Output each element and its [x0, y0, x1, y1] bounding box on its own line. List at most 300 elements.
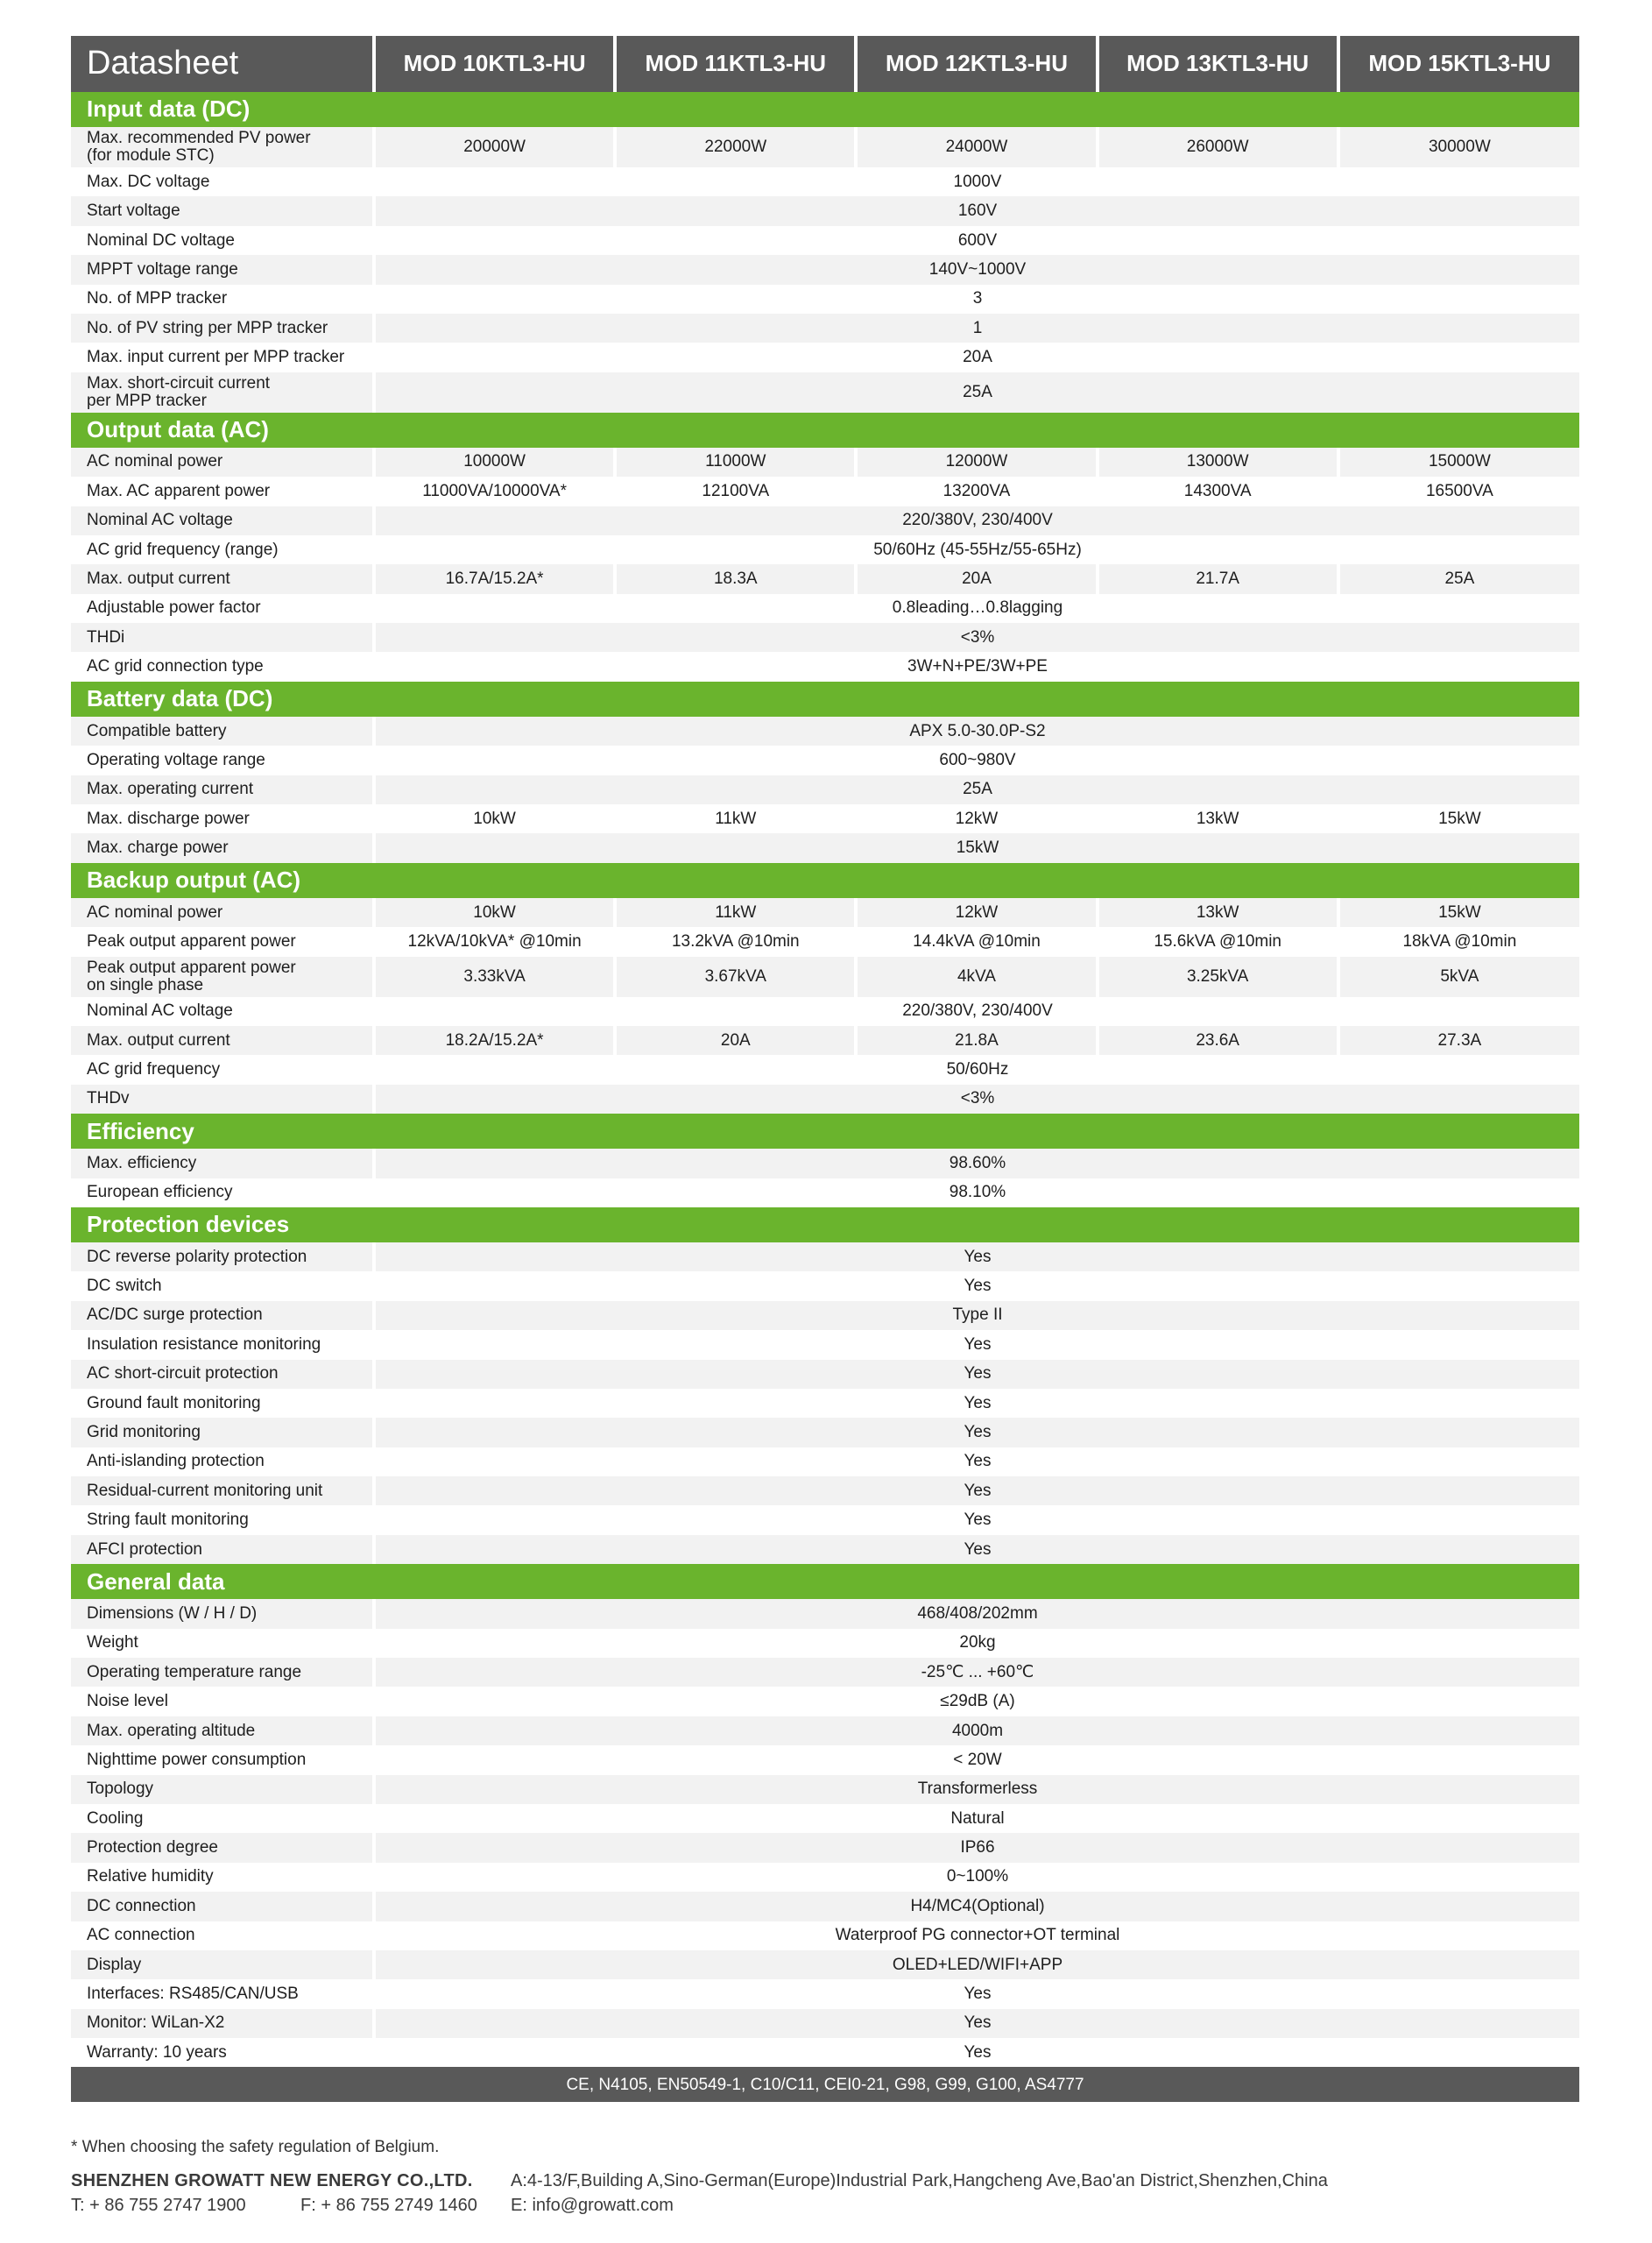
spec-label: [71, 997, 374, 1026]
spec-row: [71, 127, 1579, 167]
spec-value: 22000W: [615, 127, 856, 167]
section-title: Output data (AC): [71, 413, 1579, 448]
section-header-general-data: [71, 1564, 1579, 1599]
spec-value: 3.25kVA: [1098, 957, 1338, 997]
spec-label-line: Nighttime power consumption: [87, 1750, 307, 1769]
spec-label: [71, 167, 374, 196]
spec-label-line: Grid monitoring: [87, 1423, 201, 1441]
phone-number: T: + 86 755 2747 1900: [71, 2196, 246, 2215]
spec-label-line: Max. output current: [87, 1030, 230, 1050]
spec-value: 15kW: [1338, 898, 1579, 927]
spec-value: <3%: [374, 623, 1579, 652]
spec-row: [71, 746, 1579, 775]
spec-row: [71, 1687, 1579, 1716]
spec-label-line: Warranty: 10 years: [87, 2042, 227, 2062]
spec-label: [71, 1804, 374, 1833]
section-header-efficiency: [71, 1114, 1579, 1149]
spec-label: [71, 1055, 374, 1084]
spec-value: -25℃ ... +60℃: [374, 1658, 1579, 1687]
spec-row: [71, 255, 1579, 284]
model-header: MOD 10KTL3-HU: [374, 36, 615, 92]
spec-value: 600~980V: [374, 746, 1579, 775]
spec-label-line: Nominal DC voltage: [87, 230, 235, 250]
spec-label-line: Max. efficiency: [87, 1153, 197, 1172]
spec-row: [71, 1149, 1579, 1178]
section-header-protection-devices: [71, 1207, 1579, 1242]
spec-label: [71, 285, 374, 314]
spec-value: Yes: [374, 2038, 1579, 2067]
spec-label-line: Max. discharge power: [87, 809, 250, 828]
spec-value: Yes: [374, 1979, 1579, 2008]
spec-label-line: Peak output apparent power: [87, 958, 296, 977]
spec-row: [71, 2009, 1579, 2038]
spec-value: 15.6kVA @10min: [1098, 927, 1338, 956]
spec-label: [71, 226, 374, 255]
spec-row: [71, 1178, 1579, 1207]
spec-row: [71, 1745, 1579, 1774]
certification-list: CE, N4105, EN50549-1, C10/C11, CEI0-21, G98, G99, G100, AS4777: [71, 2067, 1579, 2102]
spec-label: [71, 196, 374, 225]
spec-value: Yes: [374, 1418, 1579, 1447]
spec-label: [71, 372, 374, 413]
section-title: General data: [71, 1564, 1579, 1599]
section-title: Input data (DC): [71, 92, 1579, 127]
spec-row: [71, 1629, 1579, 1658]
spec-value: Yes: [374, 1535, 1579, 1564]
spec-value: 3W+N+PE/3W+PE: [374, 652, 1579, 681]
spec-label-line: Protection degree: [87, 1838, 218, 1857]
spec-label-line: String fault monitoring: [87, 1511, 249, 1530]
spec-row: [71, 1242, 1579, 1271]
spec-label-line: AC grid frequency: [87, 1060, 221, 1079]
spec-value: 25A: [1338, 564, 1579, 593]
spec-row: [71, 997, 1579, 1026]
spec-row: [71, 167, 1579, 196]
spec-label-line: DC reverse polarity protection: [87, 1247, 307, 1266]
spec-value: 18kVA @10min: [1338, 927, 1579, 956]
spec-row: [71, 957, 1579, 997]
spec-value: 4kVA: [856, 957, 1097, 997]
spec-label-line: Nominal AC voltage: [87, 511, 233, 530]
spec-label: [71, 1242, 374, 1271]
spec-label: [71, 594, 374, 623]
spec-label: [71, 717, 374, 746]
spec-row: [71, 1804, 1579, 1833]
spec-label: [71, 833, 374, 862]
spec-row: [71, 833, 1579, 862]
spec-body: [71, 92, 1579, 2067]
spec-value: 15kW: [374, 833, 1579, 862]
spec-label-line: DC connection: [87, 1896, 196, 1915]
spec-value: 12kW: [856, 898, 1097, 927]
spec-label-line: DC switch: [87, 1277, 162, 1296]
spec-row: [71, 775, 1579, 804]
spec-value: 4000m: [374, 1716, 1579, 1745]
spec-row: [71, 285, 1579, 314]
spec-row: [71, 477, 1579, 506]
spec-label-line: Ground fault monitoring: [87, 1393, 261, 1412]
spec-value: 16.7A/15.2A*: [374, 564, 615, 593]
spec-label: [71, 127, 374, 167]
spec-value: 12kW: [856, 804, 1097, 833]
spec-value: Yes: [374, 1476, 1579, 1505]
spec-row: [71, 1599, 1579, 1628]
spec-label-line: Cooling: [87, 1808, 144, 1828]
spec-value: 1000V: [374, 167, 1579, 196]
spec-value: 20A: [615, 1026, 856, 1055]
spec-label: [71, 564, 374, 593]
spec-value: 98.60%: [374, 1149, 1579, 1178]
spec-row: [71, 1716, 1579, 1745]
spec-value: 23.6A: [1098, 1026, 1338, 1055]
spec-label-line: Max. input current per MPP tracker: [87, 348, 345, 367]
spec-label: [71, 1629, 374, 1658]
spec-row: [71, 1271, 1579, 1300]
spec-value: 15000W: [1338, 448, 1579, 477]
footnote: * When choosing the safety regulation of Belgium.: [71, 2138, 440, 2156]
spec-label: [71, 1389, 374, 1418]
spec-value: APX 5.0-30.0P-S2: [374, 717, 1579, 746]
spec-value: 14.4kVA @10min: [856, 927, 1097, 956]
spec-label-line: Start voltage: [87, 202, 180, 221]
spec-label: [71, 1418, 374, 1447]
spec-label: [71, 898, 374, 927]
spec-value: 5kVA: [1338, 957, 1579, 997]
spec-label-line: AC nominal power: [87, 902, 223, 922]
spec-value: Yes: [374, 1505, 1579, 1534]
spec-row: [71, 1360, 1579, 1389]
spec-label: [71, 1950, 374, 1979]
spec-row: [71, 448, 1579, 477]
spec-label: [71, 957, 374, 997]
spec-value: 220/380V, 230/400V: [374, 506, 1579, 535]
spec-label: [71, 1745, 374, 1774]
spec-row: [71, 314, 1579, 343]
fax-number: F: + 86 755 2749 1460: [300, 2196, 477, 2215]
spec-value: 20000W: [374, 127, 615, 167]
spec-label-line: Max. AC apparent power: [87, 481, 271, 500]
section-title: Battery data (DC): [71, 682, 1579, 717]
spec-label-line: Noise level: [87, 1692, 168, 1711]
spec-label: [71, 1535, 374, 1564]
spec-row: [71, 1535, 1579, 1564]
spec-value: 12100VA: [615, 477, 856, 506]
spec-label: [71, 1775, 374, 1804]
spec-row: [71, 196, 1579, 225]
spec-value: <3%: [374, 1085, 1579, 1114]
spec-label: [71, 1979, 374, 2008]
spec-label-line: Residual-current monitoring unit: [87, 1481, 323, 1500]
spec-label: [71, 1658, 374, 1687]
spec-value: 20A: [374, 343, 1579, 371]
spec-row: [71, 1505, 1579, 1534]
spec-label-line: Monitor: WiLan-X2: [87, 2013, 225, 2033]
header-row: [71, 36, 1579, 92]
model-header: MOD 15KTL3-HU: [1338, 36, 1579, 92]
spec-label: [71, 1149, 374, 1178]
company-name: SHENZHEN GROWATT NEW ENERGY CO.,LTD.: [71, 2171, 473, 2190]
spec-value: 13kW: [1098, 898, 1338, 927]
spec-value: 13000W: [1098, 448, 1338, 477]
spec-value: < 20W: [374, 1745, 1579, 1774]
spec-row: [71, 927, 1579, 956]
spec-value: 50/60Hz: [374, 1055, 1579, 1084]
spec-label-line: Max. recommended PV power: [87, 129, 311, 148]
spec-label-line: Max. short-circuit current: [87, 373, 271, 393]
model-header: MOD 13KTL3-HU: [1098, 36, 1338, 92]
spec-value: 50/60Hz (45-55Hz/55-65Hz): [374, 535, 1579, 564]
spec-row: [71, 717, 1579, 746]
spec-value: Yes: [374, 1330, 1579, 1359]
spec-label: [71, 804, 374, 833]
spec-row: [71, 1833, 1579, 1862]
spec-value: 30000W: [1338, 127, 1579, 167]
spec-label-line: AC nominal power: [87, 452, 223, 471]
spec-label: [71, 1599, 374, 1628]
spec-value: 13kW: [1098, 804, 1338, 833]
spec-row: [71, 1775, 1579, 1804]
spec-value: 12000W: [856, 448, 1097, 477]
certification-row: [71, 2067, 1579, 2102]
spec-value: 160V: [374, 196, 1579, 225]
spec-value: 20A: [856, 564, 1097, 593]
spec-label: [71, 1301, 374, 1330]
spec-value: 140V~1000V: [374, 255, 1579, 284]
spec-value: 11kW: [615, 898, 856, 927]
spec-label-line: AFCI protection: [87, 1539, 202, 1559]
spec-value: 11000W: [615, 448, 856, 477]
spec-row: [71, 1447, 1579, 1476]
spec-label: [71, 1447, 374, 1476]
spec-row: [71, 1330, 1579, 1359]
spec-value: 13200VA: [856, 477, 1097, 506]
spec-row: [71, 506, 1579, 535]
spec-label-line: Topology: [87, 1780, 154, 1799]
spec-value: OLED+LED/WIFI+APP: [374, 1950, 1579, 1979]
spec-value: 18.2A/15.2A*: [374, 1026, 615, 1055]
spec-value: 15kW: [1338, 804, 1579, 833]
spec-row: [71, 1979, 1579, 2008]
section-title: Efficiency: [71, 1114, 1579, 1149]
spec-value: 600V: [374, 226, 1579, 255]
spec-label: [71, 1921, 374, 1950]
model-header: MOD 11KTL3-HU: [615, 36, 856, 92]
spec-value: 14300VA: [1098, 477, 1338, 506]
spec-value: 220/380V, 230/400V: [374, 997, 1579, 1026]
spec-label: [71, 1476, 374, 1505]
model-header: MOD 12KTL3-HU: [856, 36, 1097, 92]
spec-row: [71, 1658, 1579, 1687]
spec-label-line: Dimensions (W / H / D): [87, 1603, 258, 1623]
spec-value: 468/408/202mm: [374, 1599, 1579, 1628]
spec-value: Yes: [374, 2009, 1579, 2038]
spec-label-line: Max. operating current: [87, 780, 254, 799]
spec-row: [71, 1418, 1579, 1447]
spec-label-line: Anti-islanding protection: [87, 1452, 265, 1471]
spec-value: Yes: [374, 1447, 1579, 1476]
spec-row: [71, 1389, 1579, 1418]
spec-row: [71, 2038, 1579, 2067]
spec-label-line: Display: [87, 1955, 142, 1974]
section-header-backup-output-ac: [71, 863, 1579, 898]
spec-label: [71, 1360, 374, 1389]
spec-label: [71, 1863, 374, 1892]
spec-label-line: AC grid frequency (range): [87, 540, 279, 559]
spec-label: [71, 1687, 374, 1716]
spec-value: Yes: [374, 1271, 1579, 1300]
spec-value: 0.8leading…0.8lagging: [374, 594, 1579, 623]
spec-label-line: Weight: [87, 1633, 138, 1652]
spec-value: 10kW: [374, 898, 615, 927]
company-address: A:4-13/F,Building A,Sino-German(Europe)Industrial Park,Hangcheng Ave,Bao'an District,Shenzhen,China: [511, 2171, 1328, 2190]
spec-row: [71, 1301, 1579, 1330]
spec-value: 98.10%: [374, 1178, 1579, 1207]
datasheet: [71, 36, 1579, 2102]
spec-value: 1: [374, 314, 1579, 343]
spec-value: 10000W: [374, 448, 615, 477]
spec-label: [71, 1178, 374, 1207]
email-address: E: info@growatt.com: [511, 2196, 674, 2215]
spec-value: 25A: [374, 775, 1579, 804]
spec-label-line: THDv: [87, 1089, 130, 1108]
spec-row: [71, 1476, 1579, 1505]
spec-value: Yes: [374, 1389, 1579, 1418]
spec-label-line: Compatible battery: [87, 721, 227, 740]
spec-label-line: Max. DC voltage: [87, 172, 210, 191]
spec-row: [71, 1921, 1579, 1950]
section-header-output-data-ac: [71, 413, 1579, 448]
section-header-input-data-dc: [71, 92, 1579, 127]
spec-label-line: Max. charge power: [87, 838, 229, 858]
spec-value: IP66: [374, 1833, 1579, 1862]
spec-label: [71, 623, 374, 652]
spec-label: [71, 535, 374, 564]
spec-label: [71, 1892, 374, 1921]
spec-value: 10kW: [374, 804, 615, 833]
spec-label-line: Operating temperature range: [87, 1662, 302, 1681]
spec-label: [71, 1271, 374, 1300]
spec-label-line: Operating voltage range: [87, 750, 265, 769]
spec-label-line: European efficiency: [87, 1183, 233, 1202]
spec-label-line: Nominal AC voltage: [87, 1001, 233, 1021]
spec-label: [71, 927, 374, 956]
spec-value: 12kVA/10kVA* @10min: [374, 927, 615, 956]
spec-value: 13.2kVA @10min: [615, 927, 856, 956]
spec-label: [71, 1716, 374, 1745]
spec-label-line: Adjustable power factor: [87, 598, 261, 618]
spec-label: [71, 652, 374, 681]
spec-label: [71, 2009, 374, 2038]
spec-value: 26000W: [1098, 127, 1338, 167]
spec-value: 25A: [374, 372, 1579, 413]
spec-value: Yes: [374, 1360, 1579, 1389]
spec-value: Waterproof PG connector+OT terminal: [374, 1921, 1579, 1950]
spec-row: [71, 372, 1579, 413]
spec-row: [71, 226, 1579, 255]
spec-label-line: AC short-circuit protection: [87, 1364, 279, 1383]
spec-row: [71, 343, 1579, 371]
spec-label-line: on single phase: [87, 975, 204, 994]
spec-value: Transformerless: [374, 1775, 1579, 1804]
spec-row: [71, 564, 1579, 593]
spec-value: 24000W: [856, 127, 1097, 167]
spec-value: 21.8A: [856, 1026, 1097, 1055]
spec-row: [71, 1055, 1579, 1084]
spec-label-line: THDi: [87, 627, 125, 647]
spec-label-line: No. of PV string per MPP tracker: [87, 318, 328, 337]
spec-row: [71, 594, 1579, 623]
spec-value: 27.3A: [1338, 1026, 1579, 1055]
spec-row: [71, 623, 1579, 652]
spec-value: 11kW: [615, 804, 856, 833]
spec-label-line: Relative humidity: [87, 1867, 214, 1886]
spec-label: [71, 448, 374, 477]
datasheet-title: Datasheet: [87, 45, 239, 82]
spec-label: [71, 1026, 374, 1055]
spec-label: [71, 1505, 374, 1534]
spec-label-line: AC/DC surge protection: [87, 1305, 263, 1325]
section-title: Protection devices: [71, 1207, 1579, 1242]
section-header-battery-data-dc: [71, 682, 1579, 717]
spec-label-line: MPPT voltage range: [87, 259, 238, 279]
spec-value: 18.3A: [615, 564, 856, 593]
spec-row: [71, 898, 1579, 927]
spec-row: [71, 1026, 1579, 1055]
spec-value: Yes: [374, 1242, 1579, 1271]
spec-label: [71, 477, 374, 506]
spec-label: [71, 255, 374, 284]
spec-value: 3.33kVA: [374, 957, 615, 997]
spec-value: 3: [374, 285, 1579, 314]
spec-label-line: Insulation resistance monitoring: [87, 1334, 321, 1354]
spec-value: 3.67kVA: [615, 957, 856, 997]
spec-row: [71, 652, 1579, 681]
spec-label: [71, 1085, 374, 1114]
spec-table: [71, 36, 1579, 2102]
spec-label: [71, 1330, 374, 1359]
spec-label-line: per MPP tracker: [87, 391, 207, 410]
spec-value: H4/MC4(Optional): [374, 1892, 1579, 1921]
spec-label-line: No. of MPP tracker: [87, 289, 228, 308]
spec-row: [71, 1892, 1579, 1921]
spec-label: [71, 314, 374, 343]
spec-label-line: Interfaces: RS485/CAN/USB: [87, 1985, 299, 2004]
spec-label-line: Peak output apparent power: [87, 931, 296, 951]
spec-label: [71, 1833, 374, 1862]
spec-row: [71, 1085, 1579, 1114]
spec-row: [71, 1950, 1579, 1979]
section-title: Backup output (AC): [71, 863, 1579, 898]
spec-label: [71, 746, 374, 775]
spec-label: [71, 506, 374, 535]
spec-label-line: AC grid connection type: [87, 657, 264, 676]
spec-label-line: Max. operating altitude: [87, 1721, 256, 1740]
spec-label-line: (for module STC): [87, 146, 215, 165]
spec-label: [71, 343, 374, 371]
spec-row: [71, 1863, 1579, 1892]
spec-value: 0~100%: [374, 1863, 1579, 1892]
spec-row: [71, 804, 1579, 833]
spec-value: ≤29dB (A): [374, 1687, 1579, 1716]
spec-value: 20kg: [374, 1629, 1579, 1658]
spec-row: [71, 535, 1579, 564]
spec-label: [71, 775, 374, 804]
spec-value: Natural: [374, 1804, 1579, 1833]
spec-value: 21.7A: [1098, 564, 1338, 593]
spec-value: 11000VA/10000VA*: [374, 477, 615, 506]
spec-label-line: AC connection: [87, 1926, 195, 1945]
spec-label: [71, 2038, 374, 2067]
